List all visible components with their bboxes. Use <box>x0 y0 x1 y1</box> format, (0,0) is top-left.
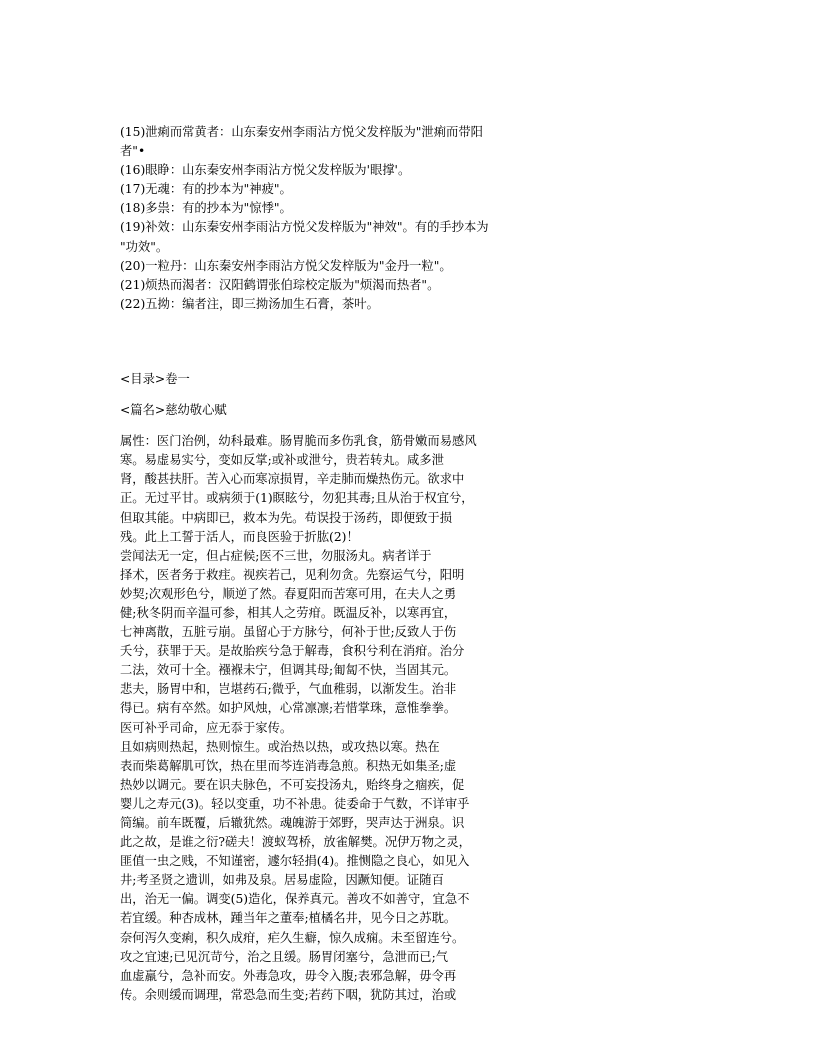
footnote-line: (20)一粒丹：山东秦安州李雨沾方悦父发梓版为"金丹一粒"。 <box>120 258 452 273</box>
body-line: 攻之宜速;已见沉苛兮，治之且缓。肠胃闭塞兮，急泄而已;气 <box>120 949 449 964</box>
footnotes-section <box>120 123 560 314</box>
body-line: 悲夫，肠胃中和，岂堪药石;微乎，气血稚弱，以渐发生。治非 <box>120 682 457 697</box>
footnote-line: (18)多祟：有的抄本为"惊悸"。 <box>120 201 292 216</box>
body-line: 肾，酸甚扶肝。苦入心而寒凉损胃，辛走肺而燥热伤元。欲求中 <box>120 472 465 487</box>
footnote-line: (17)无魂：有的抄本为"神疲"。 <box>120 182 292 197</box>
body-line: 医可补乎司命，应无忝于家传。 <box>120 720 293 735</box>
document-page <box>120 123 560 1005</box>
body-line: 属性：医门治例，幼科最难。肠胃脆而多伤乳食，筋骨嫩而易感风 <box>120 434 477 449</box>
body-line: 婴儿之寿元(3)。轻以变重，功不补患。徒委命于气数，不详审乎 <box>120 796 470 811</box>
body-line: 寒。易虚易实兮，变如反掌;或补或泄兮，贵若转丸。咸多泄 <box>120 453 444 468</box>
body-line: 妙契;次观形色兮，顺逆了然。春夏阳而苦寒可用，在夫人之勇 <box>120 586 457 601</box>
body-line: 夭兮，获罪于天。是故胎疾兮急于解毒，食积兮利在消疳。治分 <box>120 644 465 659</box>
body-line: 血虚羸兮，急补而安。外毒急攻，毋令入腹;表邪急解，毋令再 <box>120 968 457 983</box>
body-line: 正。无过平甘。或病须于(1)瞑眩兮，勿犯其毒;且从治于权宜兮， <box>120 491 474 506</box>
body-line: 热妙以调元。要在识夫脉色，不可妄投汤丸，贻终身之痼疾，促 <box>120 777 465 792</box>
body-line: 此之故，是谁之衍?磋夫！渡蚁驾桥，放雀解樊。况伊万物之灵， <box>120 835 471 850</box>
body-line: 表而柴葛解肌可饮，热在里而芩连消毒急煎。积热无如集圣;虚 <box>120 758 457 773</box>
footnote-line: 者"• <box>120 144 146 159</box>
body-line: 传。余则缓而调理，常恐急而生变;若药下咽，犹防其过，治或 <box>120 987 457 1002</box>
footnote-line: (22)五拗：编者注，即三拗汤加生石膏，茶叶。 <box>120 296 379 311</box>
footnote-line: (21)烦热而渴者：汉阳鹤谓张伯琮校定版为"烦渴而热者"。 <box>120 277 440 292</box>
body-line: 且如病则热起，热则惊生。或治热以热，或攻热以寒。热在 <box>120 739 440 754</box>
body-text <box>120 432 560 1005</box>
section-heading: <篇名>慈幼敬心赋 <box>120 403 227 418</box>
body-line: 二法，效可十全。襁褓未宁，但调其母;匍匐不快，当固其元。 <box>120 663 457 678</box>
body-line: 出，治无一偏。调变(5)造化，保养真元。善攻不如善守，宜急不 <box>120 892 470 907</box>
body-line: 井;考圣贤之遗训，如弗及泉。居易虚险，因蹶知便。证随百 <box>120 873 444 888</box>
body-line: 得已。病有卒然。如护风烛，心常凛凛;若惜掌珠，意惟拳拳。 <box>120 701 457 716</box>
body-line: 择术，医者务于救疰。视疾若己，见利勿贪。先察运气兮，阳明 <box>120 567 465 582</box>
body-line: 简编。前车既覆，后辙犹然。魂魄游于郊野，哭声达于洲泉。识 <box>120 816 465 830</box>
body-line: 七神离散，五脏亏崩。虽留心于方脉兮，何补于世;反致人于伤 <box>120 625 457 640</box>
body-line: 但取其能。中病即已，救本为先。苟误投于汤药，即便致于损 <box>120 510 453 525</box>
body-line: 尝闻法无一定，但占症候;医不三世，勿服汤丸。病者详于 <box>120 548 432 563</box>
body-line: 残。此上工誓于活人，而良医验于折肱(2)！ <box>120 529 359 544</box>
toc-heading: <目录>卷一 <box>120 371 190 386</box>
body-line: 健;秋冬阴而辛温可参，相其人之劳疳。既温反补，以寒再宜， <box>120 605 457 620</box>
footnote-line: "功效"。 <box>120 239 169 254</box>
footnote-line: (16)眼睁：山东秦安州李雨沾方悦父发梓版为'眼撑'。 <box>120 163 411 178</box>
body-line: 奈何泻久变痢，积久成疳，疟久生癖，惊久成痫。未至留连兮。 <box>120 930 465 945</box>
footnote-line: (19)补效：山东秦安州李雨沾方悦父发梓版为"神效"。有的手抄本为 <box>120 220 489 235</box>
body-line: 若宜缓。种杏成林，踵当年之董奉;植橘名井，见今日之苏耽。 <box>120 911 457 926</box>
footnote-line: (15)泄痢而常黄者：山东秦安州李雨沾方悦父发梓版为"泄痢而带阳 <box>120 125 483 139</box>
body-line: 匪值一虫之贱，不知谨密，遽尔轻捐(4)。推恻隐之良心，如见入 <box>120 854 470 869</box>
